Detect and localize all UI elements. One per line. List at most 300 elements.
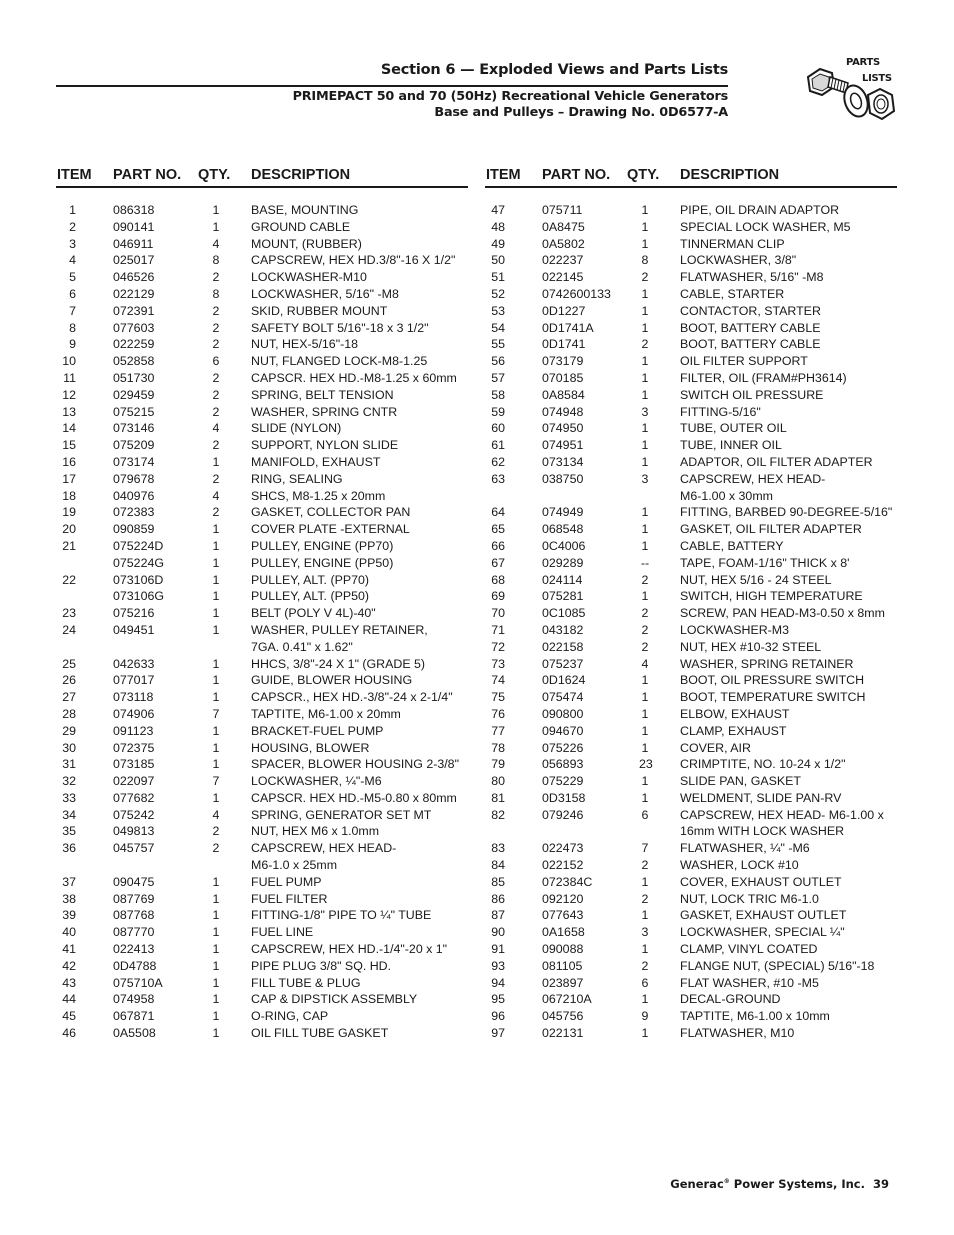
item-number: 82: [491, 807, 505, 822]
quantity: 1: [212, 908, 220, 923]
description: PULLEY, ALT. (PP50): [251, 589, 370, 604]
table-row: [485, 269, 897, 286]
part-number: 074958: [113, 992, 155, 1007]
quantity: 1: [212, 975, 220, 990]
part-number: 049813: [113, 824, 155, 839]
item-number: 28: [62, 706, 76, 721]
section-title: Section 6 — Exploded Views and Parts Lists: [380, 62, 728, 78]
part-number: 075224D: [113, 538, 164, 553]
part-number: 029459: [113, 387, 155, 402]
item-number: 34: [62, 807, 76, 822]
part-number: 022237: [542, 253, 584, 268]
description: CAPSCR. HEX HD.-M8-1.25 x 60mm: [251, 370, 457, 385]
quantity: 1: [212, 1009, 220, 1024]
description: ADAPTOR, OIL FILTER ADAPTER: [680, 454, 873, 469]
part-number: 0A8584: [542, 387, 585, 402]
item-number: 58: [491, 387, 505, 402]
description: TUBE, OUTER OIL: [680, 421, 787, 436]
table-row: [485, 723, 897, 740]
document-subtitle: PRIMEPACT 50 and 70 (50Hz) Recreational Vehicle Generators: [292, 89, 728, 104]
quantity: --: [640, 555, 650, 570]
table-row: [485, 941, 897, 958]
item-number: 75: [491, 690, 505, 705]
table-row: [485, 622, 897, 639]
quantity: 2: [212, 303, 220, 318]
quantity: 1: [641, 203, 649, 217]
item-number: 38: [62, 891, 76, 906]
quantity: 2: [212, 320, 220, 335]
table-row: [485, 471, 897, 488]
table-row: [56, 689, 468, 706]
item-number: 2: [69, 219, 76, 234]
part-number: 075229: [542, 774, 584, 789]
quantity: 8: [212, 286, 220, 301]
table-row: [56, 555, 468, 572]
part-number: 073146: [113, 421, 155, 436]
quantity: 1: [641, 387, 649, 402]
description: WASHER, SPRING CNTR: [251, 404, 398, 419]
item-number: 24: [62, 622, 76, 637]
description: ELBOW, EXHAUST: [680, 706, 790, 721]
quantity: 1: [641, 908, 649, 923]
description: BOOT, BATTERY CABLE: [680, 337, 821, 352]
table-row: [485, 320, 897, 337]
table-row: [56, 1025, 468, 1042]
quantity: 1: [212, 874, 220, 889]
part-number: 087769: [113, 891, 155, 906]
quantity: 3: [641, 471, 649, 486]
quantity: 1: [641, 236, 649, 251]
item-number: 21: [62, 538, 76, 553]
table-row: [485, 924, 897, 941]
part-number: 022145: [542, 270, 584, 285]
quantity: 1: [212, 589, 220, 604]
table-row: [56, 991, 468, 1008]
table-header-right: [485, 166, 897, 188]
description: PULLEY, ENGINE (PP50): [251, 555, 394, 570]
table-row: [56, 706, 468, 723]
table-row: [56, 521, 468, 538]
table-body-right: [485, 202, 897, 1042]
table-row: [485, 1025, 897, 1042]
item-number: 76: [491, 706, 505, 721]
table-row: [56, 874, 468, 891]
table-row: [485, 958, 897, 975]
table-row: [485, 907, 897, 924]
header-qty: QTY.: [198, 167, 231, 183]
table-row: [485, 521, 897, 538]
part-number: 022131: [542, 1026, 584, 1041]
table-row: [485, 639, 897, 656]
quantity: 1: [212, 690, 220, 705]
item-number: 1: [69, 203, 76, 217]
description: 16mm WITH LOCK WASHER: [680, 824, 845, 839]
quantity: 1: [212, 203, 220, 217]
item-number: 22: [62, 572, 76, 587]
item-number: 91: [491, 942, 505, 957]
part-number: 022259: [113, 337, 155, 352]
table-row: [56, 538, 468, 555]
quantity: 2: [212, 841, 220, 856]
quantity: 1: [212, 622, 220, 637]
table-row: [485, 588, 897, 605]
part-number: 045756: [542, 1009, 584, 1024]
part-number: 0C1085: [542, 606, 586, 621]
quantity: 1: [212, 522, 220, 537]
quantity: 1: [641, 505, 649, 520]
part-number: 070185: [542, 370, 584, 385]
table-row: [56, 740, 468, 757]
quantity: 2: [641, 891, 649, 906]
item-number: 83: [491, 841, 505, 856]
description: FUEL LINE: [251, 925, 314, 940]
item-number: 15: [62, 438, 76, 453]
quantity: 2: [212, 438, 220, 453]
part-number: 077643: [542, 908, 584, 923]
quantity: 6: [641, 807, 649, 822]
quantity: 2: [641, 606, 649, 621]
quantity: 1: [212, 925, 220, 940]
quantity: 1: [641, 740, 649, 755]
item-number: 93: [491, 958, 505, 973]
part-number: 072391: [113, 303, 155, 318]
table-row: [56, 202, 468, 219]
part-number: 090475: [113, 874, 155, 889]
description: FITTING-1/8" PIPE TO ¼" TUBE: [251, 908, 432, 923]
parts-table-left: [56, 166, 468, 1041]
table-row: [56, 488, 468, 505]
item-number: 33: [62, 790, 76, 805]
description: WASHER, PULLEY RETAINER,: [251, 622, 428, 637]
item-number: 87: [491, 908, 505, 923]
description: COVER PLATE -EXTERNAL: [251, 522, 410, 537]
item-number: 55: [491, 337, 505, 352]
table-row: [485, 991, 897, 1008]
table-row: [485, 202, 897, 219]
part-number: 022158: [542, 639, 584, 654]
description: COVER, AIR: [680, 740, 751, 755]
description: BOOT, TEMPERATURE SWITCH: [680, 690, 866, 705]
description: FLATWASHER, M10: [680, 1026, 795, 1041]
description: TAPTITE, M6-1.00 x 10mm: [680, 1009, 830, 1024]
quantity: 1: [641, 992, 649, 1007]
table-row: [485, 488, 897, 505]
part-number: 067210A: [542, 992, 592, 1007]
quantity: 1: [641, 320, 649, 335]
item-number: 10: [62, 354, 76, 369]
quantity: 2: [641, 572, 649, 587]
item-number: 81: [491, 790, 505, 805]
item-number: 95: [491, 992, 505, 1007]
item-number: 8: [69, 320, 76, 335]
item-number: 63: [491, 471, 505, 486]
quantity: 1: [641, 723, 649, 738]
part-number: 090859: [113, 522, 155, 537]
quantity: 1: [641, 1026, 649, 1041]
description: CAPSCR. HEX HD.-M5-0.80 x 80mm: [251, 790, 457, 805]
description: SPECIAL LOCK WASHER, M5: [680, 219, 851, 234]
quantity: 23: [639, 757, 653, 772]
item-number: 69: [491, 589, 505, 604]
item-number: 79: [491, 757, 505, 772]
item-number: 9: [69, 337, 76, 352]
item-number: 51: [491, 270, 505, 285]
quantity: 2: [641, 958, 649, 973]
item-number: 26: [62, 673, 76, 688]
table-row: [485, 689, 897, 706]
table-row: [56, 303, 468, 320]
item-number: 85: [491, 874, 505, 889]
header-qty: QTY.: [627, 167, 660, 183]
item-number: 64: [491, 505, 505, 520]
quantity: 1: [641, 219, 649, 234]
part-number: 045757: [113, 841, 155, 856]
description: CRIMPTITE, NO. 10-24 x 1/2": [680, 757, 846, 772]
description: LOCKWASHER-M10: [251, 270, 367, 285]
page-number: 39: [872, 1177, 889, 1191]
table-row: [56, 958, 468, 975]
part-number: 074948: [542, 404, 584, 419]
table-row: [485, 353, 897, 370]
table-row: [56, 1008, 468, 1025]
table-row: [485, 874, 897, 891]
description: SLIDE (NYLON): [251, 421, 342, 436]
description: PIPE, OIL DRAIN ADAPTOR: [680, 203, 840, 217]
description: LOCKWASHER, ¼"-M6: [251, 774, 382, 789]
quantity: 1: [212, 723, 220, 738]
item-number: 86: [491, 891, 505, 906]
description: NUT, HEX-5/16"-18: [251, 337, 359, 352]
table-row: [56, 807, 468, 824]
part-number: 073106G: [113, 589, 164, 604]
table-row: [485, 807, 897, 824]
part-number: 074906: [113, 706, 155, 721]
part-number: 077682: [113, 790, 155, 805]
description: NUT, LOCK TRIC M6-1.0: [680, 891, 819, 906]
description: LOCKWASHER-M3: [680, 622, 790, 637]
description: FLATWASHER, ¼" -M6: [680, 841, 810, 856]
item-number: 61: [491, 438, 505, 453]
table-row: [485, 672, 897, 689]
description: OIL FILL TUBE GASKET: [251, 1026, 389, 1041]
part-number: 077603: [113, 320, 155, 335]
table-row: [56, 269, 468, 286]
table-row: [56, 622, 468, 639]
quantity: 1: [641, 438, 649, 453]
header-divider: [56, 85, 728, 87]
table-row: [485, 756, 897, 773]
table-header-left: [56, 166, 468, 188]
part-number: 022097: [113, 774, 155, 789]
part-number: 072384C: [542, 874, 593, 889]
item-number: 12: [62, 387, 76, 402]
table-row: [56, 286, 468, 303]
part-number: 049451: [113, 622, 155, 637]
part-number: 090141: [113, 219, 155, 234]
part-number: 073179: [542, 354, 584, 369]
part-number: 073118: [113, 690, 154, 705]
part-number: 075237: [542, 656, 584, 671]
quantity: 1: [641, 303, 649, 318]
quantity: 1: [641, 354, 649, 369]
item-number: 90: [491, 925, 505, 940]
description: DECAL-GROUND: [680, 992, 781, 1007]
part-number: 040976: [113, 488, 155, 503]
item-number: 5: [69, 270, 76, 285]
description: SUPPORT, NYLON SLIDE: [251, 438, 399, 453]
section-header: [381, 62, 728, 78]
quantity: 1: [641, 790, 649, 805]
description: FUEL FILTER: [251, 891, 328, 906]
table-row: [485, 252, 897, 269]
part-number: 046526: [113, 270, 155, 285]
quantity: 3: [641, 925, 649, 940]
item-number: 48: [491, 219, 505, 234]
company-name-rest: Power Systems, Inc.: [729, 1177, 865, 1191]
part-number: 072375: [113, 740, 155, 755]
description: SPRING, BELT TENSION: [251, 387, 394, 402]
description: LOCKWASHER, 3/8": [680, 253, 797, 268]
part-number: 074950: [542, 421, 584, 436]
item-number: 27: [62, 690, 76, 705]
description: O-RING, CAP: [251, 1009, 329, 1024]
quantity: 1: [212, 538, 220, 553]
description: BRACKET-FUEL PUMP: [251, 723, 384, 738]
part-number: 022152: [542, 858, 584, 873]
item-number: 32: [62, 774, 76, 789]
table-row: [56, 370, 468, 387]
item-number: 73: [491, 656, 505, 671]
quantity: 8: [212, 253, 220, 268]
description: LOCKWASHER, SPECIAL ¼": [680, 925, 845, 940]
description: MANIFOLD, EXHAUST: [251, 454, 381, 469]
table-row: [485, 706, 897, 723]
quantity: 4: [641, 656, 649, 671]
description: SPACER, BLOWER HOUSING 2-3/8": [251, 757, 459, 772]
part-number: 0A5508: [113, 1026, 156, 1041]
parts-lists-logo: [800, 55, 900, 130]
description: NUT, HEX 5/16 - 24 STEEL: [680, 572, 832, 587]
table-row: [56, 924, 468, 941]
quantity: 1: [212, 740, 220, 755]
table-row: [56, 236, 468, 253]
drawing-title: Base and Pulleys – Drawing No. 0D6577-A: [434, 105, 728, 120]
part-number: 075281: [542, 589, 584, 604]
quantity: 2: [212, 404, 220, 419]
table-row: [56, 941, 468, 958]
quantity: 1: [641, 942, 649, 957]
table-row: [485, 437, 897, 454]
table-row: [485, 605, 897, 622]
table-row: [56, 353, 468, 370]
table-row: [485, 538, 897, 555]
part-number: 073174: [113, 454, 155, 469]
quantity: 2: [641, 337, 649, 352]
item-number: 13: [62, 404, 76, 419]
quantity: 1: [641, 286, 649, 301]
item-number: 84: [491, 858, 505, 873]
part-number: 0D1227: [542, 303, 586, 318]
header-description: DESCRIPTION: [251, 167, 351, 183]
header-part-no: PART NO.: [542, 167, 611, 183]
description: CAPSCREW, HEX HEAD- M6-1.00 x: [680, 807, 884, 822]
table-row: [485, 740, 897, 757]
description: SWITCH, HIGH TEMPERATURE: [680, 589, 863, 604]
registered-mark: ®: [723, 1178, 730, 1186]
parts-table-right: [485, 166, 897, 1041]
item-number: 43: [62, 975, 76, 990]
description: FITTING, BARBED 90-DEGREE-5/16": [680, 505, 893, 520]
part-number: 074949: [542, 505, 584, 520]
description: LOCKWASHER, 5/16" -M8: [251, 286, 399, 301]
table-row: [485, 336, 897, 353]
part-number: 075215: [113, 404, 155, 419]
table-body-left: [56, 202, 468, 1042]
item-number: 46: [62, 1026, 76, 1041]
quantity: 2: [641, 622, 649, 637]
part-number: 0D4788: [113, 958, 157, 973]
part-number: 090088: [542, 942, 584, 957]
quantity: 1: [212, 942, 220, 957]
quantity: 2: [212, 270, 220, 285]
part-number: 081105: [542, 958, 583, 973]
item-number: 41: [62, 942, 76, 957]
company-name: Generac: [670, 1177, 724, 1191]
quantity: 1: [212, 757, 220, 772]
item-number: 16: [62, 454, 76, 469]
quantity: 7: [641, 841, 649, 856]
quantity: 1: [212, 219, 220, 234]
item-number: 60: [491, 421, 505, 436]
part-number: 043182: [542, 622, 584, 637]
part-number: 042633: [113, 656, 155, 671]
description: FLATWASHER, 5/16" -M8: [680, 270, 824, 285]
quantity: 1: [212, 606, 220, 621]
description: TINNERMAN CLIP: [680, 236, 785, 251]
quantity: 1: [212, 790, 220, 805]
description: CONTACTOR, STARTER: [680, 303, 821, 318]
part-number: 0D1741A: [542, 320, 594, 335]
description: CAPSCREW, HEX HEAD-: [680, 471, 826, 486]
header-item: ITEM: [57, 167, 92, 183]
description: CAPSCREW, HEX HEAD-: [251, 841, 397, 856]
part-number: 075242: [113, 807, 155, 822]
item-number: 40: [62, 925, 76, 940]
item-number: 45: [62, 1009, 76, 1024]
quantity: 1: [641, 454, 649, 469]
quantity: 1: [641, 874, 649, 889]
table-row: [56, 857, 468, 874]
item-number: 53: [491, 303, 505, 318]
item-number: 65: [491, 522, 505, 537]
quantity: 1: [212, 572, 220, 587]
description: GROUND CABLE: [251, 219, 351, 234]
item-number: 57: [491, 370, 505, 385]
table-row: [56, 790, 468, 807]
description: FLANGE NUT, (SPECIAL) 5/16"-18: [680, 958, 875, 973]
part-number: 075209: [113, 438, 155, 453]
description: TAPTITE, M6-1.00 x 20mm: [251, 706, 401, 721]
part-number: 0D1741: [542, 337, 586, 352]
table-row: [56, 471, 468, 488]
item-number: 77: [491, 723, 505, 738]
description: CAPSCR., HEX HD.-3/8"-24 x 2-1/4": [251, 690, 453, 705]
table-row: [485, 773, 897, 790]
quantity: 1: [641, 421, 649, 436]
description: WELDMENT, SLIDE PAN-RV: [680, 790, 842, 805]
description: SKID, RUBBER MOUNT: [251, 303, 388, 318]
part-number: 051730: [113, 370, 155, 385]
